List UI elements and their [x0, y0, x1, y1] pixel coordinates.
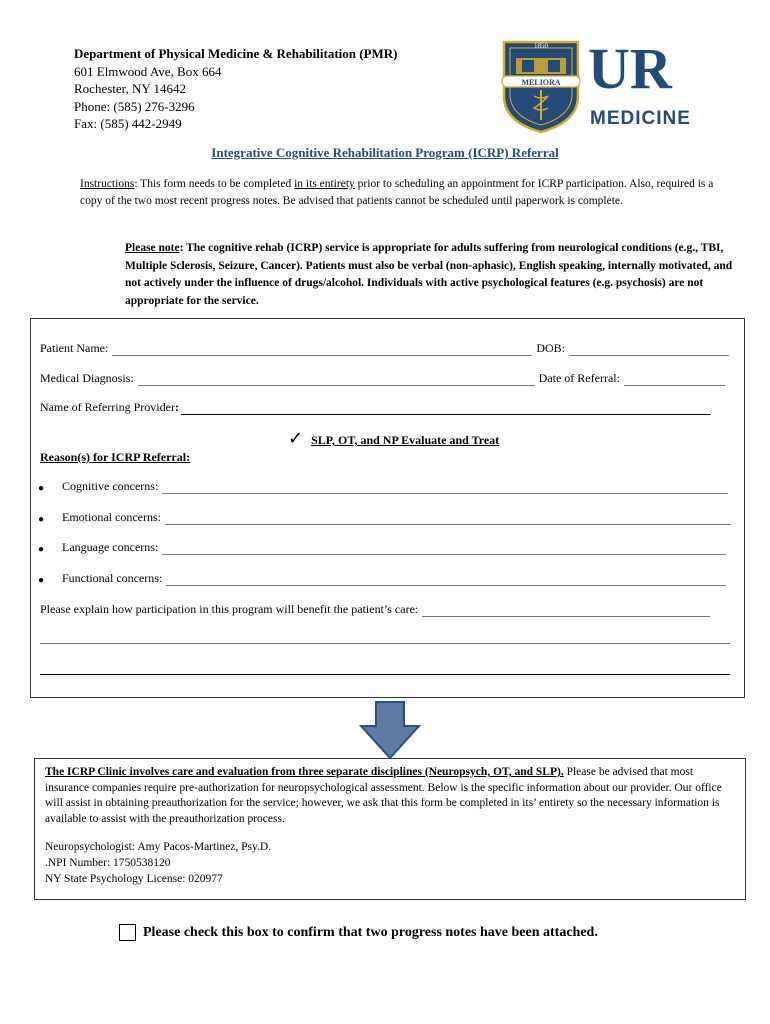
svg-text:MELIORA: MELIORA [521, 78, 561, 87]
confirm-label: Please check this box to confirm that two progress notes have been attached. [143, 924, 598, 940]
note-label: Please note [125, 242, 180, 254]
patient-name-field[interactable] [112, 344, 532, 356]
ur-medicine-logo [498, 38, 708, 134]
form-title: Integrative Cognitive Rehabilitation Program (ICRP) Referral [211, 145, 559, 160]
logo-medicine: MEDICINE [590, 108, 691, 129]
fax-number: Fax: (585) 442-2949 [74, 116, 182, 131]
phone-number: Phone: (585) 276-3296 [74, 98, 195, 114]
neuropsychologist-name: Neuropsychologist: Amy Pacos-Martinez, Psy.D. [45, 841, 272, 853]
bullet-icon: ● [38, 575, 45, 586]
reason-emotional: ● Emotional concerns: [38, 510, 731, 525]
clinic-info-box [34, 758, 746, 900]
explain-field-line-3[interactable] [40, 663, 730, 675]
provider-field[interactable] [181, 403, 711, 415]
referral-date-field[interactable] [624, 374, 725, 386]
confirm-row [119, 924, 598, 941]
checkmark-icon: ✓ [288, 428, 304, 449]
reason-cognitive: ● Cognitive concerns: [38, 479, 728, 494]
diagnosis-row [40, 370, 730, 386]
functional-field[interactable] [166, 574, 726, 586]
logo-ur: UR [588, 38, 672, 101]
evaluate-treat-label: SLP, OT, and NP Evaluate and Treat [311, 433, 500, 447]
provider-row: Name of Referring Provider : [40, 399, 711, 415]
eligibility-note: Please note: The cognitive rehab (ICRP) service is appropriate for adults suffering from neurological conditions (e.g., TBI, Multiple Sclerosis, Seizure, Cancer). Patients must also be verbal (non-aphasic), English speaking, internally motivated, and not actively under the influence of drugs/alcohol. Individuals with active psychological features (e.g. psychosis) are not appropriate for the service. [125, 242, 733, 307]
letterhead [74, 45, 398, 133]
patient-name-label: Patient Name: [40, 341, 109, 355]
explain-row [40, 601, 710, 617]
reason-functional: ● Functional concerns: [38, 571, 726, 586]
language-field[interactable] [162, 543, 726, 555]
evaluate-treat-option [288, 430, 499, 448]
license-number: NY State Psychology License: 020977 [45, 873, 223, 885]
address-line-1: 601 Elmwood Ave, Box 664 [74, 63, 222, 79]
bullet-icon: ● [38, 514, 45, 525]
svg-text:1850: 1850 [534, 42, 548, 50]
clinic-info-lead: The ICRP Clinic involves care and evaluation from three separate disciplines (Neuropsych, OT, and SLP). [45, 766, 564, 778]
npi-number: .NPI Number: 1750538120 [45, 857, 171, 869]
dob-label: DOB: [536, 341, 565, 355]
diagnosis-field[interactable] [138, 374, 535, 386]
explain-field-line-2[interactable] [40, 632, 730, 644]
explain-field[interactable] [422, 605, 710, 617]
instructions-paragraph: Instructions: This form needs to be completed in its entirety prior to scheduling an appointment for ICRP participation. Also, required is a copy of the two most recent progress notes. Be advised that patients cannot be scheduled until paperwork is complete. [80, 178, 714, 207]
down-arrow-icon [359, 700, 421, 760]
department-name: Department of Physical Medicine & Rehabilitation (PMR) [74, 46, 398, 61]
dob-field[interactable] [569, 344, 729, 356]
referral-date-label: Date of Referral: [538, 371, 620, 385]
patient-name-row [40, 340, 730, 356]
university-seal-icon [502, 42, 580, 132]
instructions-label: Instructions [80, 178, 135, 190]
explain-label: Please explain how participation in this program will benefit the patient’s care: [40, 602, 419, 616]
emotional-field[interactable] [165, 513, 731, 525]
reasons-heading: Reason(s) for ICRP Referral: [40, 450, 191, 464]
diagnosis-label: Medical Diagnosis: [40, 371, 134, 385]
cognitive-field[interactable] [162, 482, 728, 494]
bullet-icon: ● [38, 483, 45, 494]
reason-language: ● Language concerns: [38, 540, 726, 555]
bullet-icon: ● [38, 544, 45, 555]
address-line-2: Rochester, NY 14642 [74, 81, 187, 96]
provider-credentials [45, 839, 271, 887]
provider-label: Name of Referring Provider [40, 400, 175, 414]
clinic-info-text: The ICRP Clinic involves care and evaluation from three separate disciplines (Neuropsych, OT, and SLP). Please be advised that most insurance companies require pre-authorization for neuropsychological assessment. Below is the specific information about our provider. Our office will assist in obtaining preauthorization for the service; however, we ask that this form be completed in its’ entirety so the necessary information is available to assist with the preauthorization process. [45, 766, 722, 825]
progress-notes-checkbox[interactable] [119, 924, 136, 941]
